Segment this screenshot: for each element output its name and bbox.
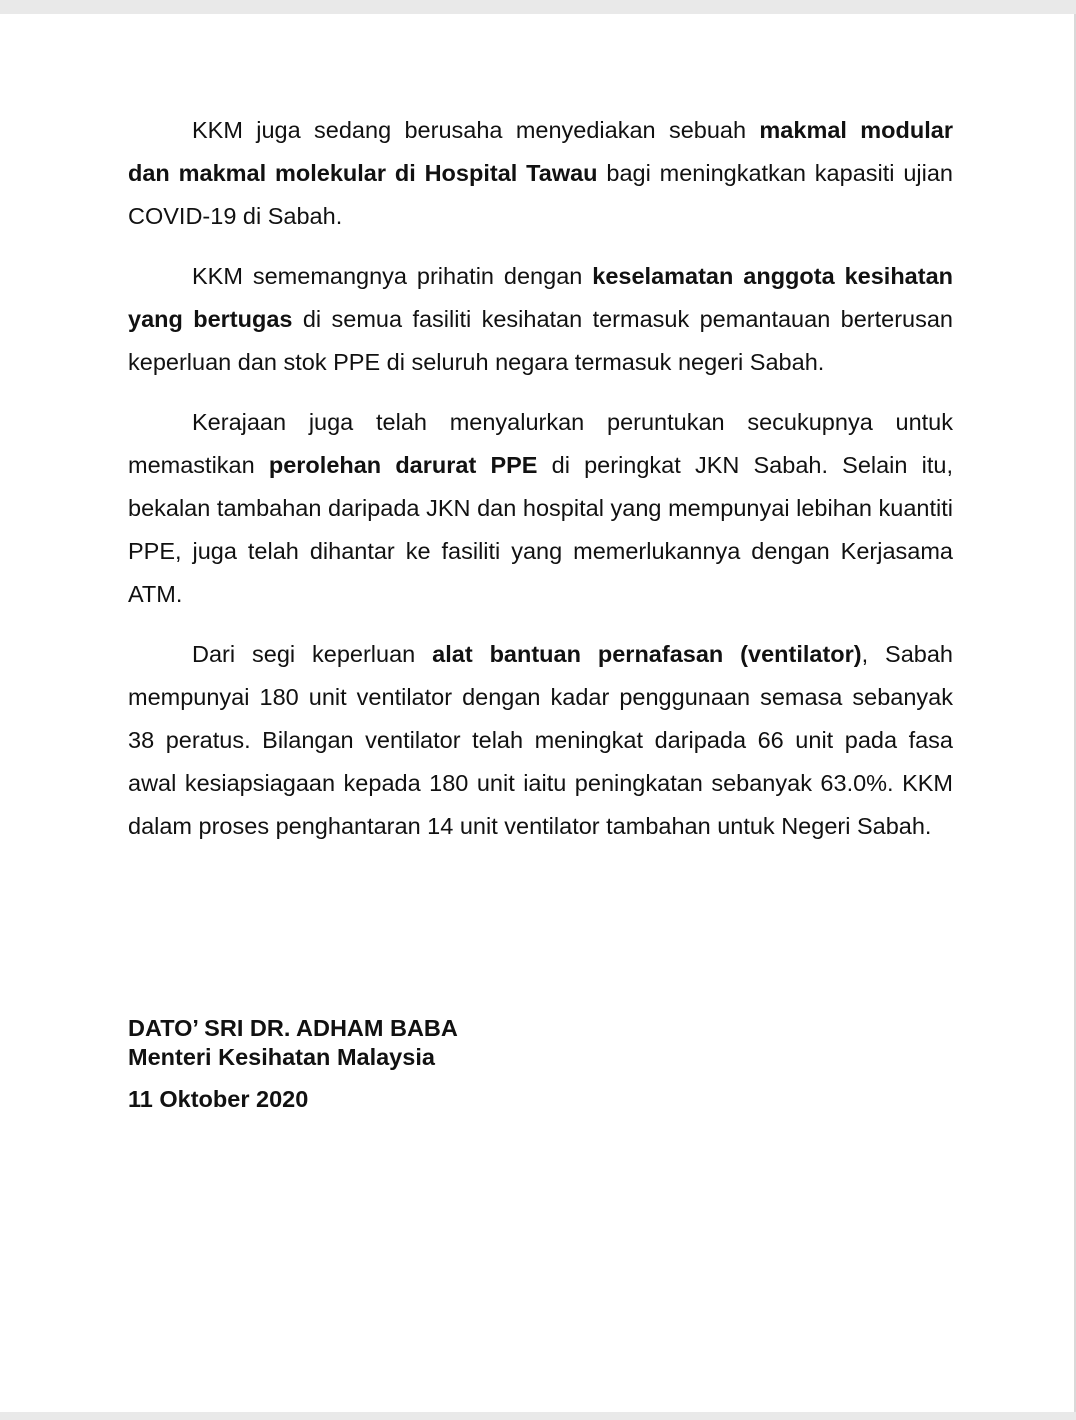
paragraph-text: KKM sememangnya prihatin dengan — [192, 263, 593, 289]
paragraph-text: Dari segi keperluan — [192, 641, 433, 667]
signature-block — [128, 1014, 828, 1114]
paragraph-makmal — [128, 109, 953, 238]
paragraph-bold-text: alat bantuan pernafasan (ventilator) — [432, 641, 862, 667]
paragraph-text: di semua fasiliti kesihatan termasuk pemantauan berterusan keperluan dan stok PPE di seluruh negara termasuk negeri Sabah. — [128, 306, 953, 375]
paragraph-ventilator — [128, 633, 953, 848]
paragraph-bold-text: perolehan darurat PPE — [268, 452, 538, 478]
paragraph-text: Kerajaan juga telah menyalurkan peruntukan secukupnya untuk memastikan — [128, 409, 953, 478]
paragraph-peruntukan — [128, 401, 953, 616]
signatory-name: DATO’ SRI DR. ADHAM BABA — [128, 1015, 458, 1041]
document-date: 11 Oktober 2020 — [128, 1086, 309, 1112]
paragraph-bold-text: keselamatan anggota kesihatan yang bertugas — [128, 263, 954, 332]
signatory-title: Menteri Kesihatan Malaysia — [128, 1044, 435, 1070]
paragraph-keselamatan — [128, 255, 953, 384]
paragraph-text: KKM juga sedang berusaha menyediakan sebuah — [192, 117, 760, 143]
document-body — [128, 109, 953, 865]
paragraph-text: , Sabah mempunyai 180 unit ventilator dengan kadar penggunaan semasa sebanyak 38 peratus. Bilangan ventilator telah meningkat daripada 66 unit pada fasa awal kesiapsiagaan kepada 180 unit iaitu peningkatan sebanyak 63.0%. KKM dalam proses penghantaran 14 unit ventilator tambahan untuk Negeri Sabah. — [128, 641, 954, 839]
paragraph-bold-text: makmal modular dan makmal molekular di Hospital Tawau — [128, 117, 953, 186]
paragraph-text: bagi meningkatkan kapasiti ujian COVID-19 di Sabah. — [128, 160, 953, 229]
paragraph-text: di peringkat JKN Sabah. Selain itu, bekalan tambahan daripada JKN dan hospital yang mempunyai lebihan kuantiti PPE, juga telah dihantar ke fasiliti yang memerlukannya dengan Kerjasama ATM. — [128, 452, 953, 607]
document-page — [0, 14, 1076, 1412]
